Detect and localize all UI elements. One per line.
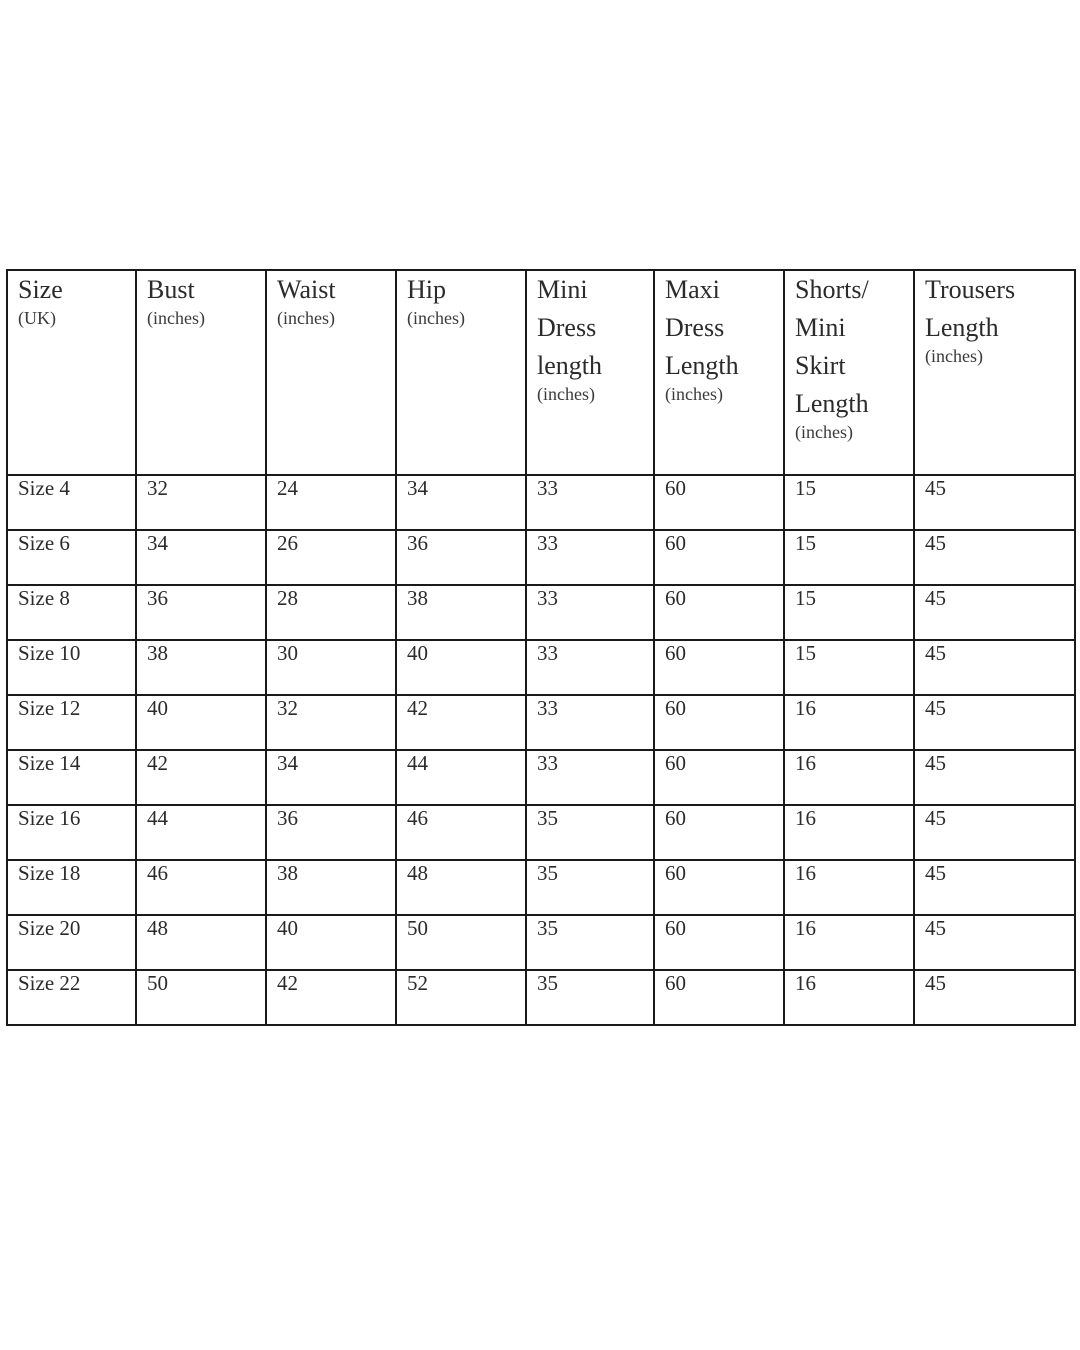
table-cell: 60 xyxy=(654,750,784,805)
table-cell: 33 xyxy=(526,475,654,530)
table-cell: 34 xyxy=(136,530,266,585)
table-cell: 30 xyxy=(266,640,396,695)
table-cell: 35 xyxy=(526,970,654,1025)
column-header-trousers-length xyxy=(914,270,1075,475)
table-cell: 45 xyxy=(914,805,1075,860)
table-cell: 45 xyxy=(914,915,1075,970)
table-cell: 60 xyxy=(654,860,784,915)
column-header-unit: (inches) xyxy=(537,384,595,404)
table-cell: 45 xyxy=(914,475,1075,530)
table-cell: 16 xyxy=(784,970,914,1025)
column-header-title: Trousers Length xyxy=(925,275,1016,342)
table-row xyxy=(7,475,1075,530)
table-cell: 45 xyxy=(914,970,1075,1025)
table-cell: 40 xyxy=(396,640,526,695)
column-header-title: Maxi Dress Length xyxy=(665,275,739,380)
table-cell: 38 xyxy=(136,640,266,695)
table-cell: 40 xyxy=(266,915,396,970)
size-chart-table xyxy=(6,269,1076,1026)
table-cell: 33 xyxy=(526,695,654,750)
table-cell: 15 xyxy=(784,640,914,695)
table-cell: 60 xyxy=(654,805,784,860)
column-header-title: Waist xyxy=(277,275,336,304)
column-header-hip xyxy=(396,270,526,475)
column-header-unit: (inches) xyxy=(925,346,983,366)
table-cell: 15 xyxy=(784,585,914,640)
table-cell: 33 xyxy=(526,640,654,695)
table-cell: 16 xyxy=(784,750,914,805)
table-cell: 36 xyxy=(396,530,526,585)
column-header-bust xyxy=(136,270,266,475)
table-cell: 45 xyxy=(914,585,1075,640)
table-cell: 32 xyxy=(136,475,266,530)
table-cell: 60 xyxy=(654,915,784,970)
table-cell: 40 xyxy=(136,695,266,750)
table-cell: 32 xyxy=(266,695,396,750)
table-cell: 48 xyxy=(396,860,526,915)
table-cell: 50 xyxy=(136,970,266,1025)
table-cell: 35 xyxy=(526,860,654,915)
table-row xyxy=(7,695,1075,750)
table-cell: 60 xyxy=(654,530,784,585)
table-cell: Size 8 xyxy=(7,585,136,640)
column-header-unit: (UK) xyxy=(18,308,56,328)
table-row xyxy=(7,585,1075,640)
column-header-unit: (inches) xyxy=(277,308,335,328)
table-cell: 16 xyxy=(784,805,914,860)
table-cell: 42 xyxy=(136,750,266,805)
table-cell: 45 xyxy=(914,860,1075,915)
table-cell: Size 6 xyxy=(7,530,136,585)
table-cell: 60 xyxy=(654,585,784,640)
table-cell: 26 xyxy=(266,530,396,585)
table-cell: 35 xyxy=(526,805,654,860)
column-header-mini-dress-length xyxy=(526,270,654,475)
table-row xyxy=(7,970,1075,1025)
table-cell: 16 xyxy=(784,695,914,750)
column-header-title: Shorts/ Mini Skirt Length xyxy=(795,275,869,418)
table-cell: Size 12 xyxy=(7,695,136,750)
column-header-size xyxy=(7,270,136,475)
column-header-waist xyxy=(266,270,396,475)
table-cell: Size 10 xyxy=(7,640,136,695)
table-row xyxy=(7,530,1075,585)
table-cell: 16 xyxy=(784,915,914,970)
table-cell: 45 xyxy=(914,750,1075,805)
table-cell: 38 xyxy=(266,860,396,915)
table-cell: Size 4 xyxy=(7,475,136,530)
table-cell: 36 xyxy=(266,805,396,860)
table-row xyxy=(7,860,1075,915)
column-header-title: Bust xyxy=(147,275,195,304)
table-cell: 52 xyxy=(396,970,526,1025)
table-cell: Size 18 xyxy=(7,860,136,915)
table-cell: 16 xyxy=(784,860,914,915)
header-row xyxy=(7,270,1075,475)
table-cell: 34 xyxy=(266,750,396,805)
column-header-title: Hip xyxy=(407,275,446,304)
table-row xyxy=(7,915,1075,970)
table-cell: Size 22 xyxy=(7,970,136,1025)
table-cell: 42 xyxy=(396,695,526,750)
size-chart xyxy=(6,269,1074,1026)
table-cell: 45 xyxy=(914,640,1075,695)
column-header-shorts-mini-skirt-length xyxy=(784,270,914,475)
table-cell: 45 xyxy=(914,530,1075,585)
column-header-unit: (inches) xyxy=(665,384,723,404)
table-cell: 46 xyxy=(136,860,266,915)
table-cell: 44 xyxy=(136,805,266,860)
table-cell: 46 xyxy=(396,805,526,860)
table-cell: Size 20 xyxy=(7,915,136,970)
table-cell: 60 xyxy=(654,970,784,1025)
table-cell: 33 xyxy=(526,585,654,640)
table-cell: 44 xyxy=(396,750,526,805)
table-cell: 33 xyxy=(526,750,654,805)
column-header-unit: (inches) xyxy=(795,422,853,442)
table-cell: 24 xyxy=(266,475,396,530)
table-cell: 34 xyxy=(396,475,526,530)
table-cell: Size 14 xyxy=(7,750,136,805)
table-row xyxy=(7,640,1075,695)
table-cell: 33 xyxy=(526,530,654,585)
table-cell: 60 xyxy=(654,475,784,530)
table-cell: 50 xyxy=(396,915,526,970)
table-cell: 36 xyxy=(136,585,266,640)
table-cell: 15 xyxy=(784,475,914,530)
column-header-unit: (inches) xyxy=(147,308,205,328)
table-cell: 15 xyxy=(784,530,914,585)
table-cell: 35 xyxy=(526,915,654,970)
table-cell: 42 xyxy=(266,970,396,1025)
column-header-maxi-dress-length xyxy=(654,270,784,475)
table-cell: 60 xyxy=(654,695,784,750)
table-row xyxy=(7,805,1075,860)
table-cell: 28 xyxy=(266,585,396,640)
column-header-title: Mini Dress length xyxy=(537,275,602,380)
column-header-unit: (inches) xyxy=(407,308,465,328)
column-header-title: Size xyxy=(18,275,63,304)
table-cell: 60 xyxy=(654,640,784,695)
table-cell: 45 xyxy=(914,695,1075,750)
table-row xyxy=(7,750,1075,805)
size-chart-body xyxy=(7,475,1075,1025)
table-cell: 48 xyxy=(136,915,266,970)
table-cell: Size 16 xyxy=(7,805,136,860)
table-cell: 38 xyxy=(396,585,526,640)
